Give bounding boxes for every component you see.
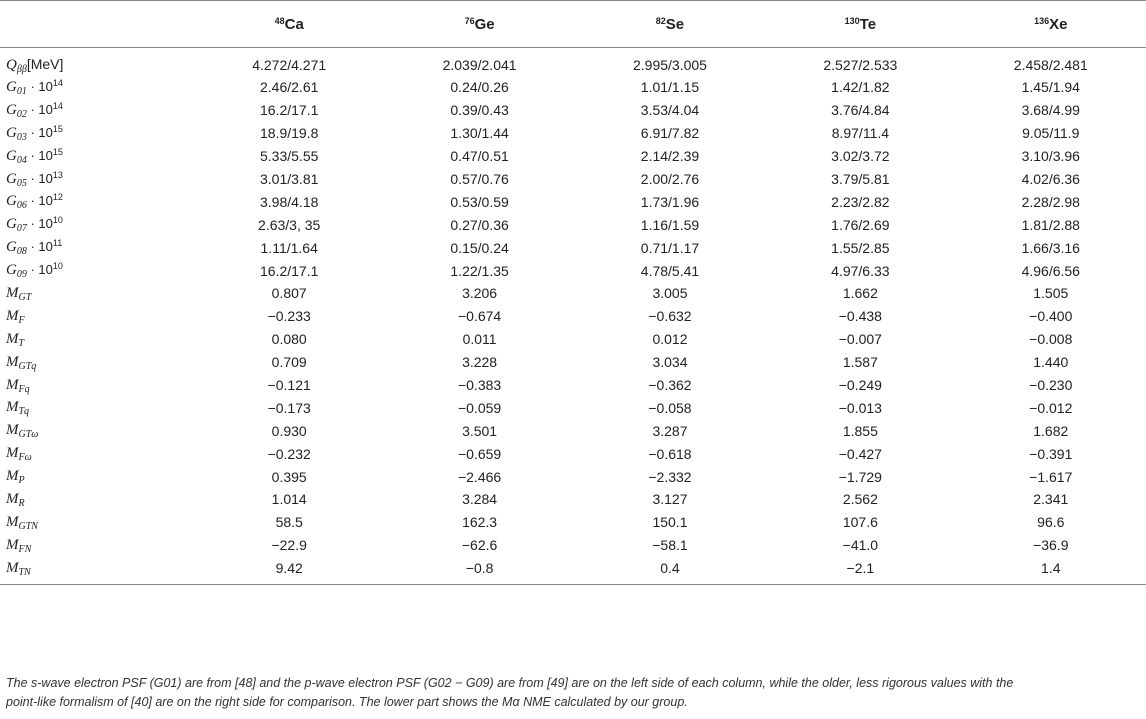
table-cell: 3.034 (652, 354, 688, 371)
row-multiplier: · 10 (26, 78, 53, 94)
table-cell: −0.8 (384, 557, 574, 584)
row-label (0, 99, 194, 122)
header-cell (956, 1, 1146, 48)
row-exponent: 12 (52, 192, 63, 203)
table-cell: 0.807 (271, 285, 307, 302)
table-cell: −2.332 (648, 468, 692, 485)
row-multiplier: · 10 (26, 170, 53, 186)
row-subscript: ββ (16, 63, 27, 75)
row-exponent: 11 (52, 238, 63, 249)
table-cell: −0.249 (838, 377, 882, 394)
element-symbol: Ge (474, 15, 495, 33)
element-symbol: Te (859, 15, 877, 33)
row-label (0, 122, 194, 145)
table-cell: 4.97/6.33 (831, 262, 890, 279)
table-cell: 1.014 (271, 491, 307, 508)
table-cell: 0.15/0.24 (450, 239, 509, 256)
table-cell: 1.30/1.44 (450, 125, 509, 142)
row-exponent: 10 (52, 215, 63, 226)
table-row (0, 557, 1146, 584)
table-cell: 1.855 (842, 422, 878, 439)
table-cell: 1.42/1.82 (831, 79, 890, 96)
table-cell: 0.930 (271, 422, 307, 439)
row-symbol: M (6, 376, 19, 393)
row-multiplier: · 10 (26, 216, 53, 232)
row-label (0, 328, 194, 351)
row-label (0, 557, 194, 584)
row-label (0, 282, 194, 305)
table-cell: −0.007 (838, 331, 882, 348)
table-cell: 0.53/0.59 (450, 193, 509, 210)
table-cell: 1.16/1.59 (640, 216, 700, 233)
table-row (0, 305, 1146, 328)
row-multiplier: · 10 (26, 124, 53, 140)
table-cell: −62.6 (461, 537, 498, 554)
table-row (0, 76, 1146, 99)
row-subscript: 07 (16, 223, 27, 235)
table-cell: −2.466 (457, 468, 502, 485)
table-row (0, 442, 1146, 465)
row-multiplier: · 10 (26, 193, 53, 209)
table-row (0, 145, 1146, 168)
row-exponent: 13 (52, 169, 63, 180)
row-label (0, 168, 194, 191)
row-label (0, 442, 194, 465)
table-cell: −2.1 (765, 557, 955, 584)
table-cell: 3.10/3.96 (1021, 148, 1080, 165)
table-cell: 1.587 (842, 354, 878, 371)
row-symbol: G (6, 78, 17, 95)
row-symbol: M (6, 353, 19, 370)
table-row (0, 511, 1146, 534)
row-subscript: 02 (16, 108, 27, 120)
table-cell: 16.2/17.1 (260, 262, 319, 279)
table-cell: 3.76/4.84 (831, 102, 890, 119)
table-row (0, 48, 1146, 77)
table-cell: 0.47/0.51 (450, 148, 509, 165)
row-exponent: 10 (52, 261, 63, 272)
table-cell: −0.058 (648, 399, 692, 416)
row-subscript: GTq (18, 360, 37, 372)
row-subscript: 03 (16, 131, 27, 143)
header-cell (765, 1, 955, 48)
table-cell: 0.011 (462, 331, 497, 348)
row-label (0, 259, 194, 282)
row-exponent: 14 (52, 77, 63, 88)
table-row (0, 282, 1146, 305)
mass-number: 48 (274, 15, 285, 26)
table-cell: −0.012 (1029, 399, 1073, 416)
table-cell: 5.33/5.55 (260, 148, 319, 165)
row-symbol: G (6, 147, 17, 164)
table-cell: −0.427 (838, 445, 882, 462)
row-subscript: 08 (16, 246, 27, 258)
row-symbol: M (6, 399, 19, 416)
row-label (0, 76, 194, 99)
caption-line-1: The s-wave electron PSF (G01) are from [48] and the p-wave electron PSF (G02 − G09) are from [49] are on the left side of each column, while the older, less rigorous values with the (6, 676, 1014, 690)
table-cell: 3.228 (462, 354, 498, 371)
table-cell: 8.97/11.4 (831, 125, 890, 142)
table-cell: −0.232 (267, 445, 311, 462)
table-cell: −0.362 (648, 377, 692, 394)
table-cell: 0.27/0.36 (450, 216, 509, 233)
table-cell: 18.9/19.8 (260, 125, 319, 142)
row-subscript: GTN (18, 520, 38, 532)
table-cell: 1.01/1.15 (640, 79, 700, 96)
table-row (0, 122, 1146, 145)
table-cell: 9.05/11.9 (1022, 125, 1080, 142)
table-cell: 4.272/4.271 (252, 57, 327, 73)
table-cell: 1.505 (1033, 285, 1069, 302)
table-cell: 2.23/2.82 (831, 193, 890, 210)
row-symbol: G (6, 262, 17, 279)
row-symbol: M (6, 559, 19, 576)
table-cell: 3.79/5.81 (831, 171, 890, 187)
table-cell: 0.4 (575, 557, 765, 584)
table-cell: 6.91/7.82 (640, 125, 700, 142)
table-cell: −0.233 (267, 308, 311, 325)
row-label (0, 534, 194, 557)
table-cell: 1.682 (1033, 422, 1069, 439)
table-cell: 1.11/1.64 (260, 239, 318, 256)
row-subscript: GT (18, 291, 32, 303)
row-subscript: FN (18, 543, 32, 555)
row-exponent: 15 (52, 146, 63, 157)
table-cell: 3.01/3.81 (260, 171, 319, 187)
table-cell: 2.14/2.39 (640, 148, 700, 165)
table-cell: −36.9 (1033, 537, 1069, 554)
table-cell: −0.391 (1029, 445, 1073, 462)
row-label (0, 488, 194, 511)
row-label (0, 351, 194, 374)
table-cell: 3.501 (462, 422, 498, 439)
table-cell: −1.617 (1029, 468, 1073, 485)
row-label (0, 145, 194, 168)
table-row (0, 351, 1146, 374)
header-row (0, 1, 1146, 48)
row-exponent: 14 (52, 100, 63, 111)
caption-line-2: point-like formalism of [40] are on the right side for comparison. The lower part shows the Mα NME calculated by our group. (6, 695, 688, 709)
row-label (0, 305, 194, 328)
table-cell: 107.6 (842, 514, 878, 531)
table-cell: 0.24/0.26 (450, 79, 509, 96)
table-row (0, 419, 1146, 442)
row-exponent: 15 (52, 123, 63, 134)
table-cell: −0.059 (457, 399, 502, 416)
row-label (0, 48, 194, 77)
row-symbol: G (6, 239, 17, 256)
table-cell: 1.55/2.85 (831, 239, 890, 256)
row-symbol: G (6, 193, 17, 210)
row-subscript: Fq (18, 383, 30, 395)
table-row (0, 465, 1146, 488)
row-label (0, 374, 194, 397)
row-label (0, 465, 194, 488)
table-body (0, 48, 1146, 585)
row-symbol: M (6, 445, 19, 462)
table-cell: −22.9 (271, 537, 307, 554)
table-cell: 2.527/2.533 (823, 57, 898, 73)
table-row (0, 99, 1146, 122)
table-cell: −0.230 (1029, 377, 1073, 394)
row-symbol: G (6, 170, 17, 187)
table-row (0, 488, 1146, 511)
row-symbol: Q (6, 56, 17, 73)
table-cell: 0.39/0.43 (450, 102, 509, 119)
table-cell: 1.45/1.94 (1021, 79, 1080, 96)
table-row (0, 190, 1146, 213)
row-subscript: 06 (16, 200, 27, 212)
table-row (0, 534, 1146, 557)
element-symbol: Xe (1049, 15, 1068, 33)
table-row (0, 374, 1146, 397)
row-symbol: M (6, 422, 19, 439)
table-cell: 1.662 (842, 285, 878, 302)
table-cell: 3.284 (462, 491, 498, 508)
mass-number: 82 (655, 15, 666, 26)
row-multiplier: · 10 (26, 101, 53, 117)
row-subscript: 04 (16, 154, 27, 166)
table-cell: 2.28/2.98 (1021, 193, 1080, 210)
table-cell: 96.6 (1037, 514, 1065, 531)
row-subscript: Fω (18, 452, 32, 464)
table-cell: −0.173 (267, 399, 311, 416)
table-cell: 0.395 (271, 468, 307, 485)
table-cell: −0.013 (838, 399, 882, 416)
header-cell (575, 1, 765, 48)
table-cell: −58.1 (652, 537, 688, 554)
table-cell: −0.400 (1029, 308, 1073, 325)
table-cell: 2.562 (842, 491, 878, 508)
row-label (0, 213, 194, 236)
row-subscript: GTω (18, 429, 39, 441)
table-cell: 1.440 (1033, 354, 1069, 371)
table-cell: 3.127 (652, 491, 688, 508)
table-cell: −0.383 (457, 377, 502, 394)
table-cell: 2.63/3, 35 (258, 216, 321, 233)
table-cell: 2.341 (1033, 491, 1069, 508)
row-subscript: F (18, 314, 25, 326)
table-cell: 0.012 (652, 331, 688, 348)
row-subscript: 05 (16, 177, 27, 189)
table-cell: 58.5 (275, 514, 303, 531)
row-multiplier: · 10 (26, 262, 53, 278)
row-subscript: P (18, 475, 25, 487)
table-cell: 1.81/2.88 (1021, 216, 1080, 233)
row-subscript: T (18, 337, 25, 349)
table-cell: −1.729 (838, 468, 882, 485)
row-symbol: M (6, 307, 19, 324)
row-label (0, 396, 194, 419)
table-cell: 3.68/4.99 (1021, 102, 1080, 119)
row-symbol: G (6, 124, 17, 141)
table-row (0, 168, 1146, 191)
table-cell: −0.618 (648, 445, 692, 462)
table-cell: 3.005 (652, 285, 688, 302)
table-cell: −0.659 (457, 445, 502, 462)
row-subscript: Tq (18, 406, 30, 418)
table-cell: 1.66/3.16 (1021, 239, 1080, 256)
header-cell (384, 1, 574, 48)
element-symbol: Ca (284, 15, 304, 33)
table-cell: 2.46/2.61 (260, 79, 319, 96)
table-cell: 150.1 (652, 514, 688, 531)
mass-number: 130 (844, 15, 860, 26)
table-caption (6, 674, 1142, 712)
row-symbol: M (6, 513, 19, 530)
table-row (0, 328, 1146, 351)
table-cell: 162.3 (462, 514, 498, 531)
table-cell: −41.0 (842, 537, 879, 554)
table-cell: 4.96/6.56 (1021, 262, 1080, 279)
row-label (0, 190, 194, 213)
table-cell: 0.709 (271, 354, 307, 371)
table-cell: 1.4 (956, 557, 1146, 584)
row-symbol: G (6, 216, 17, 233)
row-subscript: 09 (16, 269, 27, 281)
row-symbol: M (6, 330, 19, 347)
row-subscript: R (18, 497, 25, 509)
row-symbol: M (6, 284, 19, 301)
header-label-cell (0, 1, 194, 48)
row-label (0, 419, 194, 442)
table-cell: 2.00/2.76 (640, 171, 700, 187)
table-cell: 1.22/1.35 (450, 262, 509, 279)
table-cell: 3.98/4.18 (260, 193, 319, 210)
mass-number: 76 (464, 15, 475, 26)
table-cell: 2.995/3.005 (632, 57, 707, 73)
mass-number: 136 (1034, 15, 1050, 26)
table-cell: −0.008 (1029, 331, 1073, 348)
table-cell: 3.287 (652, 422, 688, 439)
table-cell: −0.438 (838, 308, 882, 325)
table-cell: 1.73/1.96 (640, 193, 700, 210)
table-cell: 3.02/3.72 (831, 148, 890, 165)
table-cell: −0.632 (648, 308, 692, 325)
table-cell: 9.42 (194, 557, 384, 584)
row-multiplier: · 10 (26, 147, 53, 163)
table-cell: 2.458/2.481 (1013, 57, 1088, 73)
table-cell: −0.674 (457, 308, 502, 325)
element-symbol: Se (665, 15, 685, 33)
table-row (0, 396, 1146, 419)
table-cell: 3.206 (462, 285, 498, 302)
row-label (0, 236, 194, 259)
table-row (0, 213, 1146, 236)
row-multiplier: · 10 (26, 239, 53, 255)
table-cell: 4.78/5.41 (640, 262, 700, 279)
table-cell: 1.76/2.69 (831, 216, 890, 233)
table-cell: 0.57/0.76 (450, 171, 509, 187)
row-label (0, 511, 194, 534)
table-cell: 4.02/6.36 (1021, 171, 1080, 187)
row-subscript: TN (18, 566, 31, 578)
row-unit: [MeV] (26, 55, 64, 72)
table-cell: 16.2/17.1 (260, 102, 319, 119)
row-symbol: M (6, 468, 19, 485)
table-cell: −0.121 (267, 377, 311, 394)
table-cell: 0.080 (271, 331, 307, 348)
table-cell: 2.039/2.041 (442, 57, 517, 73)
table-row (0, 236, 1146, 259)
table-row (0, 259, 1146, 282)
table-cell: 0.71/1.17 (640, 239, 700, 256)
row-symbol: M (6, 536, 19, 553)
row-subscript: 01 (16, 85, 27, 97)
header-cell (194, 1, 384, 48)
row-symbol: G (6, 101, 17, 118)
row-symbol: M (6, 490, 19, 507)
table-cell: 3.53/4.04 (640, 102, 700, 119)
